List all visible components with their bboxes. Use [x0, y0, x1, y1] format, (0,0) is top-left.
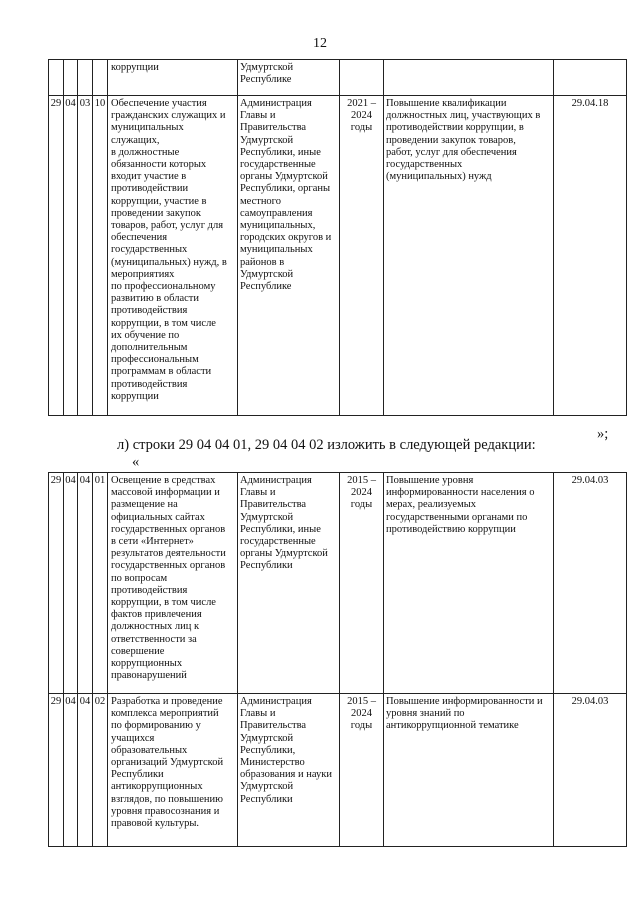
executor-cell-line: Администрация [240, 696, 312, 707]
measure-name-cell-line: взглядов, по повышению [111, 793, 223, 805]
code-cell-3: 04 [78, 473, 93, 694]
executor-cell-line: образования и науки [240, 769, 332, 781]
measure-name-cell-line: Освещение в средствах [111, 475, 216, 486]
years-cell [340, 96, 384, 416]
result-cell [384, 60, 554, 96]
years-cell-line: годы [350, 122, 373, 134]
measure-name-cell-line: образовательных [111, 744, 188, 756]
amendment-instruction: л) строки 29 04 04 01, 29 04 04 02 изложить в следующей редакции: [117, 437, 536, 453]
measure-name-cell-line: (муниципальных) нужд, в [111, 256, 227, 268]
measure-name-cell-line: совершение [111, 645, 165, 657]
result-cell-line: мерах, реализуемых [386, 499, 477, 511]
executor-cell-line: районов в [240, 256, 285, 268]
measure-name-cell-line: обеспечения [111, 232, 168, 244]
table-row [49, 96, 627, 416]
executor-cell-line: Удмуртской [240, 268, 294, 280]
code-cell-1: 29 [49, 96, 64, 416]
executor-cell-line: Удмуртской [240, 781, 294, 793]
indicator-code-cell [554, 60, 627, 96]
measure-name-cell-line: массовой информации и [111, 487, 220, 499]
measure-name-cell-line: правовой культуры. [111, 818, 200, 830]
code-cell-2 [64, 60, 78, 96]
result-cell-line: (муниципальных) нужд [386, 171, 492, 183]
measure-name-cell-line: антикоррупционных [111, 781, 203, 793]
code-cell-1: 29 [49, 694, 64, 847]
result-cell-line: проведении закупок товаров, [386, 134, 516, 146]
code-cell-3: 03 [78, 96, 93, 416]
code-cell-1: 29 [49, 473, 64, 694]
measure-name-cell-line: гражданских служащих и [111, 110, 226, 122]
executor-cell [238, 60, 340, 96]
executor-cell-line: Правительства [240, 720, 307, 732]
measure-name-cell-line: обязанности которых [111, 159, 207, 171]
measure-name-cell-line: государственных [111, 244, 188, 256]
executor-cell-line: Правительства [240, 499, 307, 511]
table-row [49, 694, 627, 847]
opening-quote: « [132, 454, 140, 470]
executor-cell-line: городских округов и [240, 232, 332, 244]
executor-cell-line: Главы и [240, 487, 276, 499]
measure-name-cell-line: Обеспечение участия [111, 98, 207, 109]
executor-cell [238, 473, 340, 694]
years-cell-line: 2015 – [347, 696, 376, 707]
executor-cell-line: государственные [240, 536, 316, 548]
executor-cell [238, 96, 340, 416]
closing-quote: »; [597, 426, 609, 442]
measure-name-cell-line: противодействия [111, 378, 188, 390]
result-cell-line: должностных лиц, участвующих в [386, 110, 541, 122]
result-cell [384, 473, 554, 694]
result-cell-line: работ, услуг для обеспечения [386, 146, 517, 158]
executor-cell-line: Республике [240, 281, 292, 293]
result-cell-line: государственными органами по [386, 511, 528, 523]
measure-name-cell-line: в сети «Интернет» [111, 536, 194, 548]
measure-name-cell-line: должностных лиц к [111, 621, 200, 633]
result-cell-line: Повышение информированности и [386, 696, 543, 707]
indicator-code-cell: 29.04.18 [554, 96, 627, 416]
measure-name-cell-line: государственных органов [111, 523, 226, 535]
measure-name-cell-line: коррупции [111, 62, 159, 73]
table-continued-body [49, 60, 627, 416]
measure-name-cell-line: по профессиональному [111, 281, 216, 293]
table-continued [48, 59, 627, 416]
executor-cell-line: Правительства [240, 122, 307, 134]
years-cell-line: годы [350, 720, 373, 732]
years-cell-line: 2024 [351, 487, 372, 499]
result-cell-line: противодействию коррупции [386, 523, 516, 535]
executor-cell-line: государственные [240, 159, 316, 171]
measure-name-cell-line: государственных органов [111, 560, 226, 572]
measure-name-cell-line: уровня правосознания и [111, 805, 220, 817]
measure-name-cell-line: размещение на [111, 499, 178, 511]
executor-cell-line: Главы и [240, 708, 276, 720]
measure-name-cell-line: организаций Удмуртской [111, 757, 224, 769]
executor-cell [238, 694, 340, 847]
measure-name-cell-line: мероприятиях [111, 268, 175, 280]
measure-name-cell-line: правонарушений [111, 670, 187, 682]
measure-name-cell-line: профессиональным [111, 354, 199, 366]
years-cell-line: годы [350, 499, 373, 511]
result-cell-line: государственных [386, 159, 463, 171]
executor-cell-line: самоуправления [240, 207, 313, 219]
years-cell [340, 694, 384, 847]
result-cell [384, 96, 554, 416]
result-cell-line: Повышение уровня [386, 475, 474, 486]
measure-name-cell-line: противодействия [111, 305, 188, 317]
executor-cell-line: Удмуртской [240, 511, 294, 523]
code-cell-2: 04 [64, 96, 78, 416]
result-cell-line: Повышение квалификации [386, 98, 507, 109]
measure-name-cell-line: ответственности за [111, 633, 197, 645]
measure-name-cell-line: входит участие в [111, 171, 187, 183]
measure-name-cell-line: коррупции, в том числе [111, 597, 216, 609]
table-row [49, 473, 627, 694]
executor-cell-line: органы Удмуртской [240, 548, 328, 560]
measure-name-cell-line: коррупции [111, 390, 159, 402]
code-cell-4: 02 [93, 694, 108, 847]
measure-name-cell [108, 60, 238, 96]
measure-name-cell-line: в должностные [111, 146, 180, 158]
code-cell-4 [93, 60, 108, 96]
executor-cell-line: Администрация [240, 475, 312, 486]
indicator-code-cell: 29.04.03 [554, 694, 627, 847]
measure-name-cell-line: коррупционных [111, 658, 183, 670]
executor-cell-line: Республики, [240, 744, 296, 756]
code-cell-3: 04 [78, 694, 93, 847]
code-cell-2: 04 [64, 473, 78, 694]
executor-cell-line: Министерство [240, 757, 305, 769]
measure-name-cell [108, 694, 238, 847]
years-cell [340, 60, 384, 96]
measure-name-cell-line: Республики [111, 769, 164, 781]
page-number: 12 [313, 36, 327, 51]
table-new-edition-body [49, 473, 627, 847]
indicator-code-cell: 29.04.03 [554, 473, 627, 694]
measure-name-cell-line: Разработка и проведение [111, 696, 223, 707]
executor-cell-line: Республики [240, 560, 293, 572]
measure-name-cell-line: дополнительным [111, 342, 188, 354]
executor-cell-line: органы Удмуртской [240, 171, 328, 183]
executor-cell-line: Республике [240, 74, 292, 86]
executor-cell-line: Удмуртской [240, 62, 294, 73]
code-cell-1 [49, 60, 64, 96]
executor-cell-line: Удмуртской [240, 134, 294, 146]
measure-name-cell-line: проведении закупок [111, 207, 202, 219]
result-cell-line: уровня знаний по [386, 708, 465, 720]
years-cell-line: 2024 [351, 110, 372, 122]
years-cell-line: 2024 [351, 708, 372, 720]
measure-name-cell-line: товаров, работ, услуг для [111, 220, 224, 232]
measure-name-cell-line: противодействия [111, 584, 188, 596]
executor-cell-line: Республики [240, 793, 293, 805]
result-cell-line: информированности населения о [386, 487, 535, 499]
result-cell [384, 694, 554, 847]
measure-name-cell-line: по вопросам [111, 572, 168, 584]
measure-name-cell-line: служащих, [111, 134, 160, 146]
code-cell-4: 10 [93, 96, 108, 416]
measure-name-cell-line: фактов привлечения [111, 609, 202, 621]
result-cell-line: антикоррупционной тематике [386, 720, 519, 732]
measure-name-cell [108, 96, 238, 416]
executor-cell-line: Главы и [240, 110, 276, 122]
executor-cell-line: местного [240, 195, 281, 207]
result-cell-line: противодействии коррупции, в [386, 122, 524, 134]
table-new-edition [48, 472, 627, 847]
measure-name-cell-line: муниципальных [111, 122, 184, 134]
measure-name-cell-line: по формированию у [111, 720, 201, 732]
measure-name-cell-line: официальных сайтах [111, 511, 205, 523]
measure-name-cell [108, 473, 238, 694]
code-cell-2: 04 [64, 694, 78, 847]
measure-name-cell-line: противодействии [111, 183, 189, 195]
executor-cell-line: Администрация [240, 98, 312, 109]
code-cell-3 [78, 60, 93, 96]
executor-cell-line: Удмуртской [240, 732, 294, 744]
measure-name-cell-line: развитию в области [111, 293, 199, 305]
years-cell-line: 2015 – [347, 475, 376, 486]
measure-name-cell-line: программам в области [111, 366, 212, 378]
executor-cell-line: муниципальных, [240, 220, 316, 232]
measure-name-cell-line: комплекса мероприятий [111, 708, 219, 720]
measure-name-cell-line: их обучение по [111, 329, 180, 341]
years-cell [340, 473, 384, 694]
executor-cell-line: муниципальных [240, 244, 313, 256]
executor-cell-line: Республики, органы [240, 183, 331, 195]
measure-name-cell-line: коррупции, участие в [111, 195, 207, 207]
years-cell-line: 2021 – [347, 98, 376, 109]
measure-name-cell-line: коррупции, в том числе [111, 317, 216, 329]
table-row [49, 60, 627, 96]
measure-name-cell-line: результатов деятельности [111, 548, 226, 560]
code-cell-4: 01 [93, 473, 108, 694]
executor-cell-line: Республики, иные [240, 523, 321, 535]
measure-name-cell-line: учащихся [111, 732, 155, 744]
executor-cell-line: Республики, иные [240, 146, 321, 158]
